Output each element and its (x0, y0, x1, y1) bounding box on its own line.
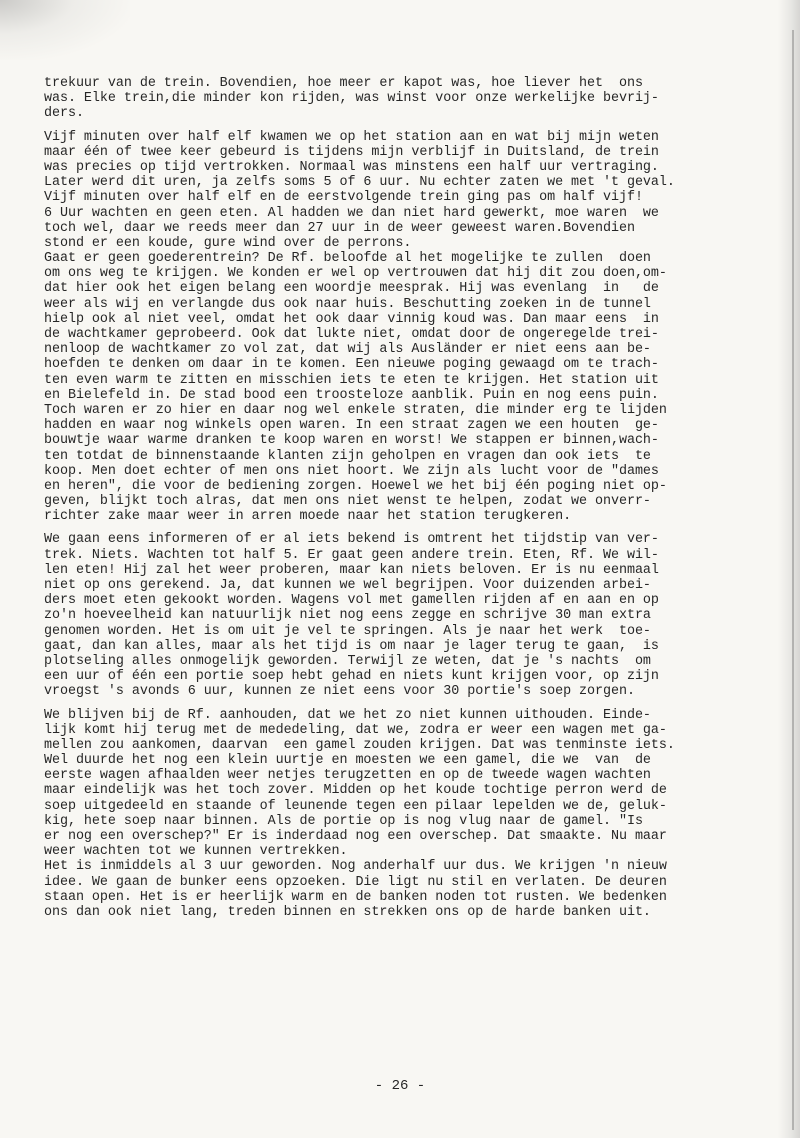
text-line: kig, hete soep naar binnen. Als de portie op is nog vlug naar de gamel. "Is (44, 813, 643, 829)
text-line: dat hier ook het eigen belang een woordje meesprak. Hij was evenlang in de (44, 281, 659, 297)
text-line: Het is inmiddels al 3 uur geworden. Nog anderhalf uur dus. We krijgen 'n nieuw (44, 859, 667, 875)
text-line: hoefden te denken om daar in te komen. Een nieuwe poging gewaagd om te trach- (44, 357, 659, 373)
text-line: trek. Niets. Wachten tot half 5. Er gaat geen andere trein. Eten, Rf. We wil- (44, 547, 659, 563)
text-line: eerste wagen afhaalden weer netjes terugzetten en op de tweede wagen wachten (44, 768, 651, 784)
text-line: was. Elke trein,die minder kon rijden, was winst voor onze werkelijke bevrij- (44, 91, 659, 107)
text-line: een uur of één een portie soep hebt gehad en niets kunt krijgen voor, op zijn (44, 669, 659, 685)
text-line: Gaat er geen goederentrein? De Rf. beloofde al het mogelijke te zullen doen (44, 251, 651, 267)
scan-edge-line (792, 30, 794, 1130)
text-line: en heren", die voor de bediening zorgen. Hoewel we het bij één poging niet op- (44, 478, 667, 494)
page-number: - 26 - (374, 1078, 426, 1094)
text-line: genomen worden. Het is om uit je vel te springen. Als je naar het werk toe- (44, 623, 651, 639)
text-line: zo'n hoeveelheid kan natuurlijk niet nog eens zegge en schrijve 30 man extra (44, 608, 651, 624)
text-line: weer wachten tot we kunnen vertrekken. (44, 844, 348, 860)
text-line: maar één of twee keer gebeurd is tijdens mijn verblijf in Duitsland, de trein (44, 144, 659, 160)
paragraph (44, 76, 784, 122)
text-line: Toch waren er zo hier en daar nog wel enkele straten, die minder erg te lijden (44, 402, 667, 418)
text-line: trekuur van de trein. Bovendien, hoe meer er kapot was, hoe liever het ons (44, 76, 643, 91)
text-line: 6 Uur wachten en geen eten. Al hadden we dan niet hard gewerkt, moe waren we (44, 205, 659, 221)
text-line: lijk komt hij terug met de mededeling, dat we, zodra er weer een wagen met ga- (44, 722, 667, 738)
paragraph (44, 708, 784, 921)
text-line: ders moet eten gekookt worden. Wagens vol met gamellen rijden af en aan en op (44, 593, 659, 609)
text-line: ten totdat de binnenstaande klanten zijn geholpen en vragen dan ook iets te (44, 448, 651, 464)
text-line: ten even warm te zitten en misschien iets te eten te krijgen. Het station uit (44, 372, 659, 388)
text-line: mellen zou aankomen, daarvan een gamel zouden krijgen. Dat was tenminste iets. (44, 737, 675, 753)
text-line: om ons weg te krijgen. We konden er wel op vertrouwen dat hij dit zou doen,om- (44, 266, 667, 282)
text-line: ders. (44, 106, 84, 122)
text-line: richter zake maar weer in arren moede naar het station terugkeren. (44, 509, 572, 525)
paragraph (44, 532, 784, 699)
text-line: de wachtkamer geprobeerd. Ook dat lukte niet, omdat door de ongeregelde trei- (44, 327, 659, 342)
text-line: soep uitgedeeld en staande of leunende tegen een pilaar lepelden we de, geluk- (44, 798, 667, 814)
text-line: geven, blijkt toch alras, dat men ons niet wenst te helpen, zodat we onverr- (44, 494, 651, 510)
paragraph (44, 130, 784, 525)
text-line: en Bielefeld in. De stad bood een troosteloze aanblik. Puin en nog eens puin. (44, 387, 659, 403)
text-line: Later werd dit uren, ja zelfs soms 5 of 6 uur. Nu echter zaten we met 't geval. (44, 175, 675, 191)
text-line: We blijven bij de Rf. aanhouden, dat we het zo niet kunnen uithouden. Einde- (44, 707, 651, 723)
text-line: nenloop de wachtkamer zo vol zat, dat wij als Ausländer er niet eens aan be- (44, 342, 651, 358)
text-line: maar eindelijk was het toch zover. Midden op het koude tochtige perron werd de (44, 783, 667, 799)
text-line: hadden en waar nog winkels open waren. In een straat zagen we een houten ge- (44, 418, 659, 434)
text-line: idee. We gaan de bunker eens opzoeken. Die ligt nu stil en verlaten. De deuren (44, 874, 667, 890)
text-line: len eten! Hij zal het weer proberen, maar kan niets beloven. Er is nu eenmaal (44, 562, 659, 578)
text-line: Vijf minuten over half elf en de eerstvolgende trein ging pas om half vijf! (44, 190, 643, 206)
text-line: bouwtje waar warme dranken te koop waren en worst! We stappen er binnen,wach- (44, 433, 659, 449)
text-line: Wel duurde het nog een klein uurtje en moesten we een gamel, die we van de (44, 753, 651, 769)
document-body (44, 76, 784, 928)
text-line: hielp ook al niet veel, omdat het ook daar vinnig koud was. Dan maar eens in (44, 311, 659, 327)
text-line: weer als wij en verlangde dus ook naar huis. Beschutting zoeken in de tunnel (44, 296, 651, 312)
text-line: gaat, dan kan alles, maar als het tijd is om naar je lager terug te gaan, is (44, 638, 659, 654)
text-line: toch wel, daar we reeds meer dan 27 uur in de weer geweest waren.Bovendien (44, 220, 635, 236)
text-line: ons dan ook niet lang, treden binnen en strekken ons op de harde banken uit. (44, 904, 651, 920)
text-line: staan open. Het is er heerlijk warm en de banken noden tot rusten. We bedenken (44, 889, 667, 905)
scan-shadow (0, 0, 130, 60)
text-line: was precies op tijd vertrokken. Normaal was minstens een half uur vertraging. (44, 159, 659, 175)
text-line: vroegst 's avonds 6 uur, kunnen ze niet eens voor 30 portie's soep zorgen. (44, 684, 635, 700)
text-line: er nog een overschep?" Er is inderdaad nog een overschep. Dat smaakte. Nu maar (44, 829, 667, 844)
text-line: niet op ons gerekend. Ja, dat kunnen we wel begrijpen. Voor duizenden arbei- (44, 578, 651, 593)
text-line: stond er een koude, gure wind over de perrons. (44, 235, 412, 251)
text-line: We gaan eens informeren of er al iets bekend is omtrent het tijdstip van ver- (44, 532, 659, 548)
text-line: koop. Men doet echter of men ons niet hoort. We zijn als lucht voor de "dames (44, 463, 659, 479)
text-line: Vijf minuten over half elf kwamen we op het station aan en wat bij mijn weten (44, 129, 659, 145)
text-line: plotseling alles onmogelijk geworden. Terwijl ze weten, dat je 's nachts om (44, 653, 651, 669)
